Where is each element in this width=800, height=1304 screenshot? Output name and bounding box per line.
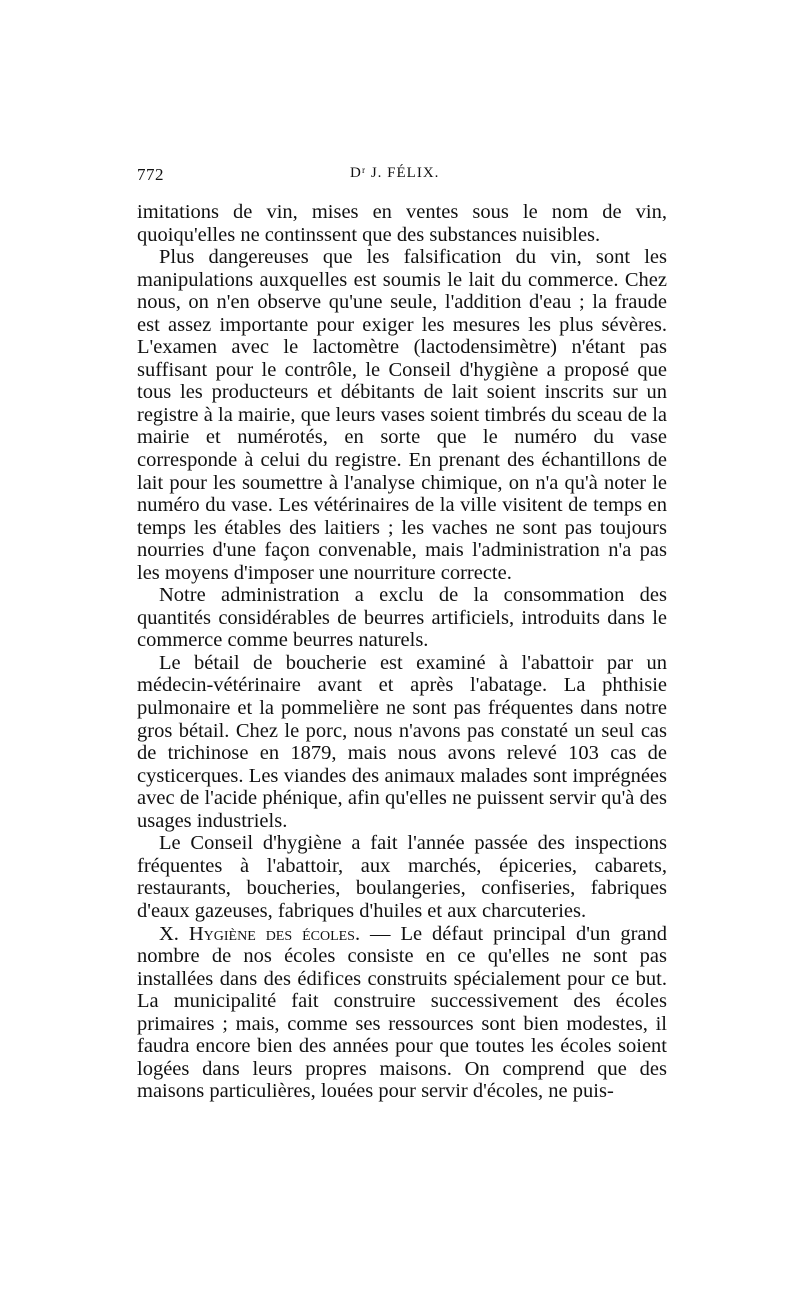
page-header (137, 165, 667, 189)
body-text (137, 201, 667, 1103)
paragraph (137, 652, 667, 832)
paragraph-text: Notre administration a exclu de la consommation des quantités considérables de beurres artificiels, introduits dans le commerce comme beurres naturels. (137, 584, 667, 652)
paragraph (137, 584, 667, 652)
paragraph-text: — Le défaut principal d'un grand nombre de nos écoles consiste en ce qu'elles ne sont pas installées dans des édifices construits spécialement pour ce but. La municipalité fait construire successivement des écoles primaires ; mais, comme ses ressources sont bien modestes, il faudra encore bien des années pour que toutes les écoles soient logées dans leurs propres maisons. On comprend que des maisons particulières, louées pour servir d'écoles, ne puis- (137, 922, 667, 1103)
running-head: Dʳ J. FÉLIX. (350, 165, 440, 181)
paragraph-text: Le bétail de boucherie est examiné à l'abattoir par un médecin-vétérinaire avant et après l'abatage. La phthisie pulmonaire et la pommelière ne sont pas fréquentes dans notre gros bétail. Chez le porc, nous n'avons pas constaté un seul cas de trichinose en 1879, mais nous avons relevé 103 cas de cysticerques. Les viandes des animaux malades sont imprégnées avec de l'acide phénique, afin qu'elles ne puissent servir qu'à des usages industriels. (137, 651, 667, 832)
section-heading: X. Hygiène des écoles. (159, 922, 361, 945)
page-number: 772 (137, 165, 164, 184)
paragraph-text: Plus dangereuses que les falsification du vin, sont les manipulations auxquelles est soumis le lait du commerce. Chez nous, on n'en observe qu'une seule, l'addition d'eau ; la fraude est assez importante pour exiger les mesures les plus sévères. L'examen avec le lactomètre (lactodensimètre) n'étant pas suffisant pour le contrôle, le Conseil d'hygiène a proposé que tous les producteurs et débitants de lait soient inscrits sur un registre à la mairie, que leurs vases soient timbrés du sceau de la mairie et numérotés, en sorte que le numéro du vase corresponde à celui du registre. En prenant des échantillons de lait pour les soumettre à l'analyse chimique, on n'a qu'à noter le numéro du vase. Les vétérinaires de la ville visitent de temps en temps les étables des laitiers ; les vaches ne sont pas toujours nourries d'une façon convenable, mais l'administration n'a pas les moyens d'imposer une nourriture correcte. (137, 246, 667, 584)
paragraph (137, 832, 667, 922)
paragraph (137, 201, 667, 246)
paragraph (137, 246, 667, 584)
paragraph (137, 923, 667, 1103)
paragraph-text: imitations de vin, mises en ventes sous le nom de vin, quoiqu'elles ne continssent que des substances nuisibles. (137, 201, 667, 246)
paragraph-text: Le Conseil d'hygiène a fait l'année passée des inspections fréquentes à l'abattoir, aux marchés, épiceries, cabarets, restaurants, boucheries, boulangeries, confiseries, fabriques d'eaux gazeuses, fabriques d'huiles et aux charcuteries. (137, 832, 667, 922)
